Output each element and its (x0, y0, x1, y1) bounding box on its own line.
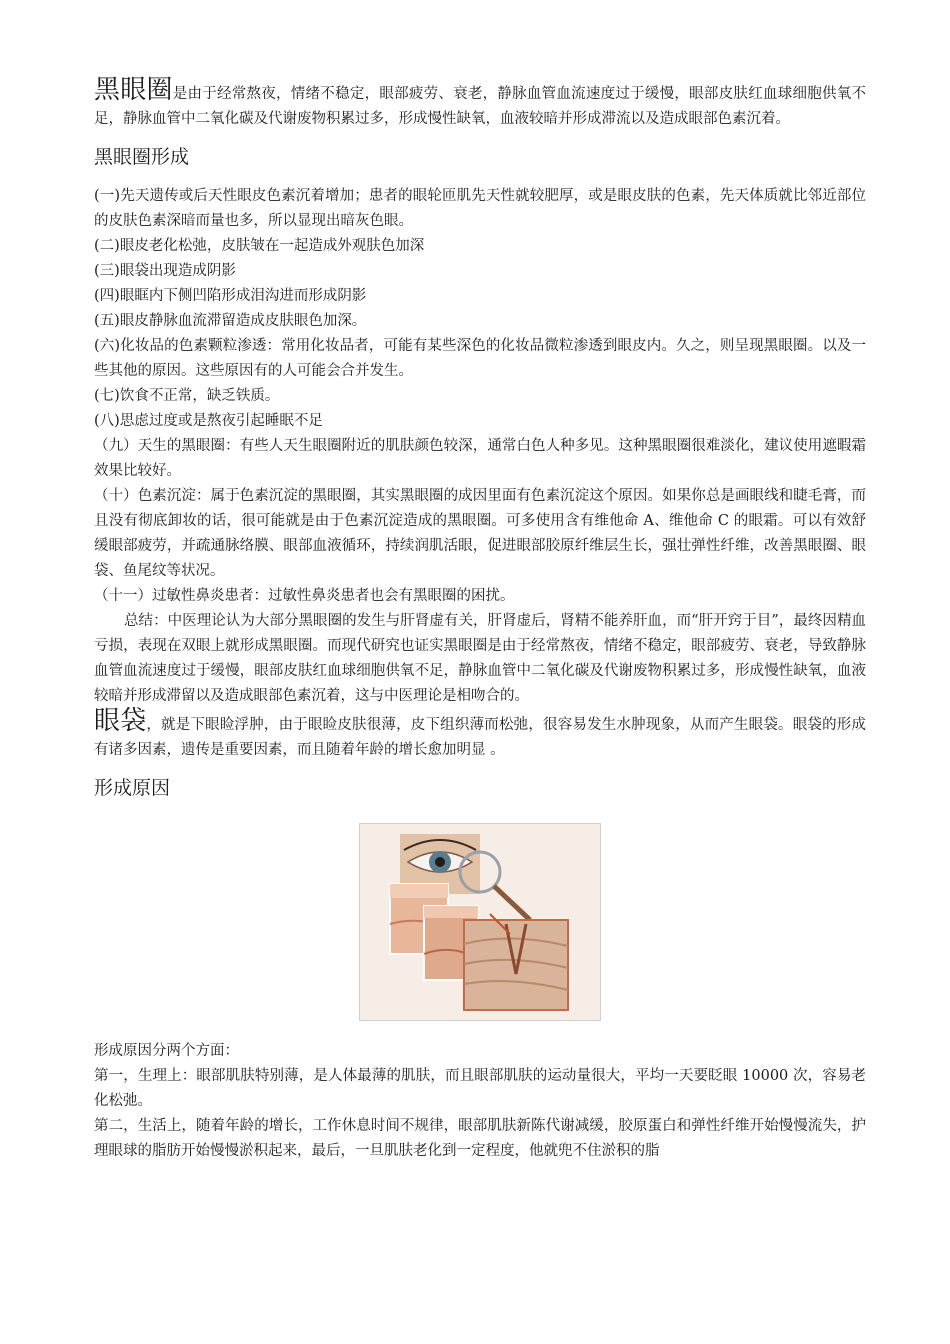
cause-item: （九）天生的黑眼圈：有些人天生眼圈附近的肌肤颜色较深，通常白色人种多见。这种黑眼圈很难淡化，建议使用遮暇霜效果比较好。 (94, 438, 866, 479)
cause-item: (四)眼眶内下侧凹陷形成泪沟进而形成阴影 (94, 288, 367, 304)
dark-circles-title: 黑眼圈 (94, 75, 173, 105)
dark-circles-intro-paragraph (94, 75, 866, 132)
cause-item: (七)饮食不正常，缺乏铁质。 (94, 388, 280, 404)
dark-circles-intro-text: 是由于经常熬夜，情绪不稳定，眼部疲劳、衰老，静脉血管血流速度过于缓慢，眼部皮肤红血球细胞供氧不足，静脉血管中二氧化碳及代谢废物积累过多，形成慢性缺氧，血液较暗并形成滞流以及造成眼部色素沉着。 (94, 86, 866, 127)
cause-item: (五)眼皮静脉血流滞留造成皮肤眼色加深。 (94, 313, 367, 329)
figure-container (94, 823, 866, 1021)
reason-item: 第一，生理上：眼部肌肤特别薄，是人体最薄的肌肤，而且眼部肌肤的运动量很大，平均一天要眨眼 10000 次，容易老化松弛。 (94, 1068, 866, 1109)
dark-circles-formation-heading: 黑眼圈形成 (94, 146, 190, 168)
eye-bags-intro-paragraph (94, 706, 866, 763)
cause-item: (一)先天遗传或后天性眼皮色素沉着增加；患者的眼轮匝肌先天性就较肥厚，或是眼皮肤的色素，先天体质就比邻近部位的皮肤色素深暗而量也多，所以显现出暗灰色眼。 (94, 188, 866, 229)
cause-item: (三)眼袋出现造成阴影 (94, 263, 236, 279)
document-content (94, 75, 866, 1164)
cause-item: (二)眼皮老化松弛，皮肤皱在一起造成外观肤色加深 (94, 238, 425, 254)
eye-bags-intro-text: ，就是下眼睑浮肿，由于眼睑皮肤很薄，皮下组织薄而松弛，很容易发生水肿现象，从而产生眼袋。眼袋的形成有诸多因素，遗传是重要因素，而且随着年龄的增长愈加明显 。 (94, 717, 866, 758)
dark-circles-summary: 总结：中医理论认为大部分黑眼圈的发生与肝肾虚有关，肝肾虚后，肾精不能养肝血，而“肝开窍于目”，最终因精血亏损，表现在双眼上就形成黑眼圈。而现代研究也证实黑眼圈是由于经常熬夜，情绪不稳定，眼部疲劳、衰老，导致静脉血管血流速度过于缓慢，眼部皮肤红血球细胞供氧不足，静脉血管中二氧化碳及代谢废物积累过多，形成慢性缺氧，血液较暗并形成滞留以及造成眼部色素沉着，这与中医理论是相吻合的。 (94, 613, 866, 704)
cause-item: （十一）过敏性鼻炎患者：过敏性鼻炎患者也会有黑眼圈的困扰。 (94, 588, 515, 604)
eye-bags-formation-heading: 形成原因 (94, 777, 171, 799)
eye-bags-reasons-intro: 形成原因分两个方面： (94, 1043, 239, 1059)
eye-bags-title: 眼袋 (94, 706, 147, 736)
cause-item: (八)思虑过度或是熬夜引起睡眠不足 (94, 413, 323, 429)
cause-item: (六)化妆品的色素颗粒渗透：常用化妆品者，可能有某些深色的化妆品微粒渗透到眼皮内。久之，则呈现黑眼圈。以及一些其他的原因。这些原因有的人可能会合并发生。 (94, 338, 866, 379)
reason-item: 第二，生活上，随着年龄的增长，工作休息时间不规律，眼部肌肤新陈代谢减缓，胶原蛋白和弹性纤维开始慢慢流失，护理眼球的脂肪开始慢慢淤积起来，最后，一旦肌肤老化到一定程度，他就兜不住淤积的脂 (94, 1118, 866, 1159)
eye-skin-illustration-icon (359, 823, 601, 1021)
cause-item: （十）色素沉淀：属于色素沉淀的黑眼圈，其实黑眼圈的成因里面有色素沉淀这个原因。如果你总是画眼线和睫毛膏，而且没有彻底卸妆的话，很可能就是由于色素沉淀造成的黑眼圈。可多使用含有维他命 A、维他命 C 的眼霜。可以有效舒缓眼部疲劳，并疏通脉络膜、眼部血液循环，持续润肌活眼，促进眼部胶原纤维层生长，强壮弹性纤维，改善黑眼圈、眼袋、鱼尾纹等状况。 (94, 488, 866, 579)
